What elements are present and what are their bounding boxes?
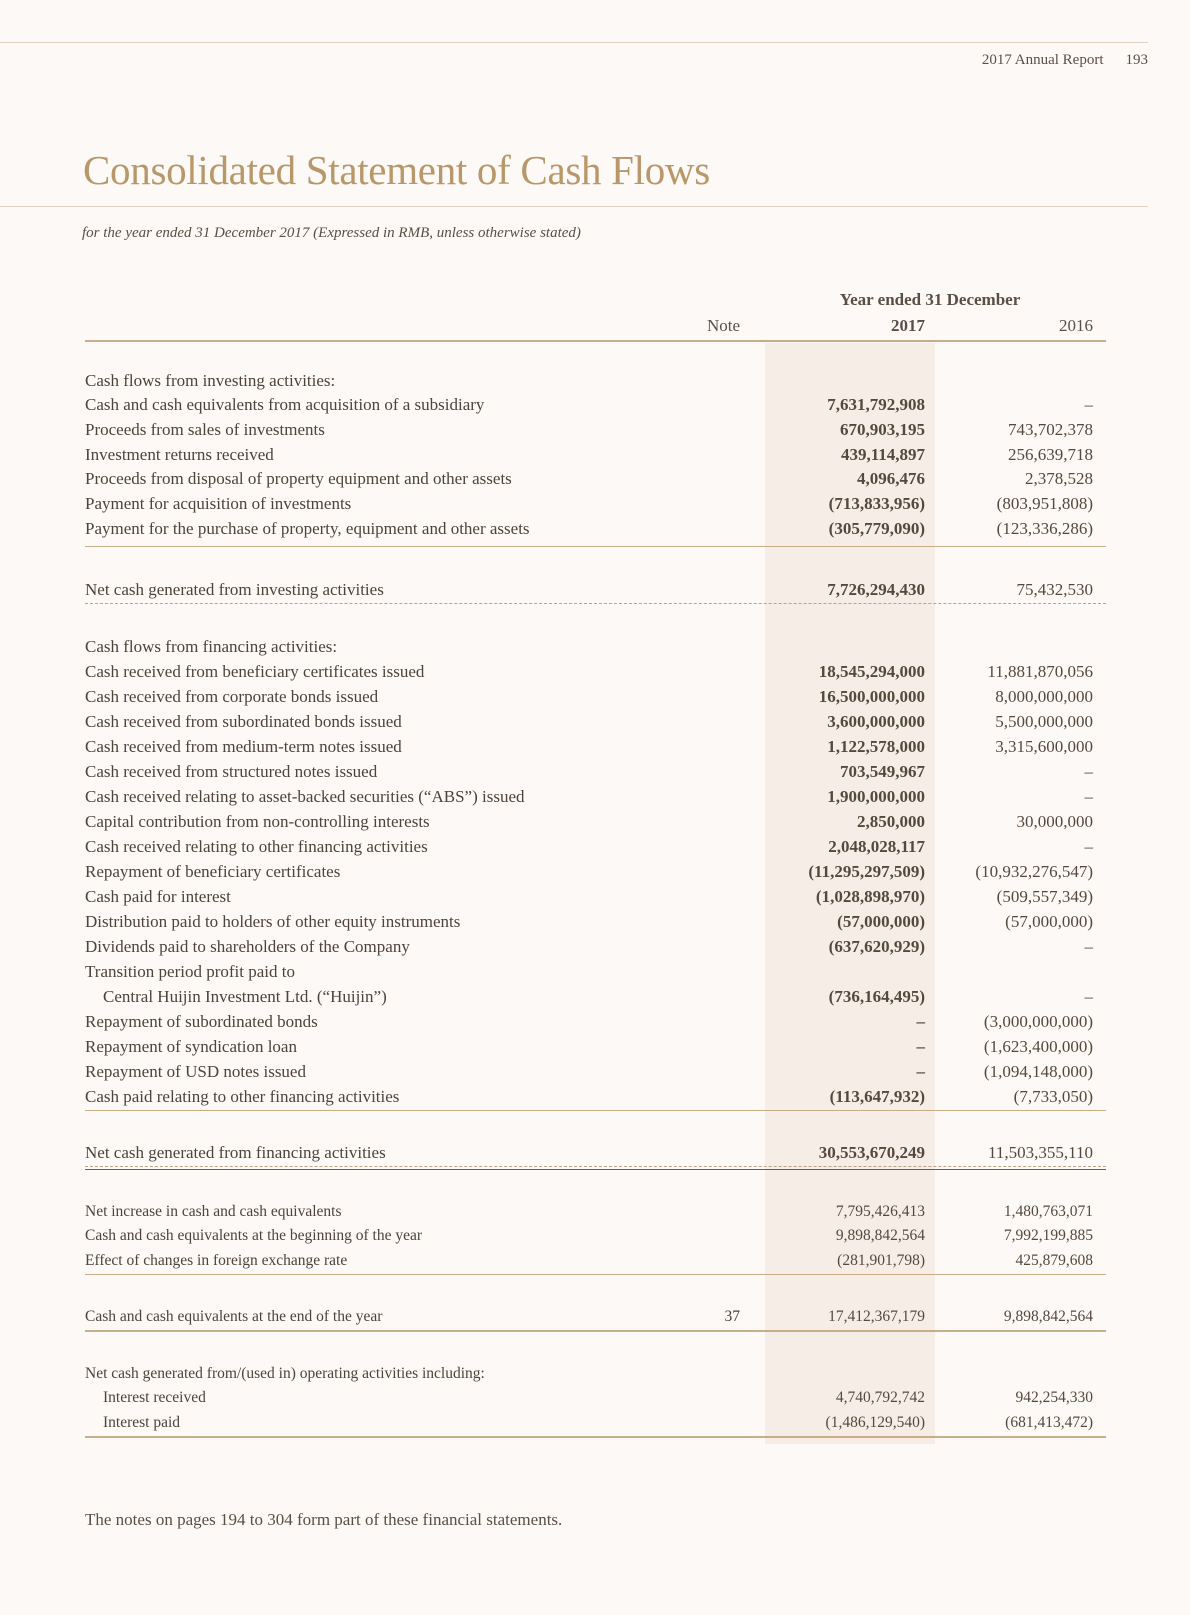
table-row: Cash received from corporate bonds issued 16,500,000,000 8,000,000,000 xyxy=(85,687,1093,706)
footnote: The notes on pages 194 to 304 form part of these financial statements. xyxy=(85,1510,563,1529)
section-heading-operating-memo: Net cash generated from/(used in) operating activities including: xyxy=(85,1365,485,1382)
total-dashed-rule xyxy=(85,1166,1106,1167)
page-subtitle: for the year ended 31 December 2017 (Expressed in RMB, unless otherwise stated) xyxy=(82,225,581,241)
table-row: Repayment of subordinated bonds – (3,000,000,000) xyxy=(85,1012,1093,1031)
total-double-rule xyxy=(85,1330,1106,1332)
total-row-financing: Net cash generated from financing activities 30,553,670,249 11,503,355,110 xyxy=(85,1143,1093,1162)
period-heading: Year ended 31 December xyxy=(839,290,1021,309)
total-row-ending-cash: Cash and cash equivalents at the end of the year 37 17,412,367,179 9,898,842,564 xyxy=(85,1304,1106,1329)
table-row: Investment returns received 439,114,897 256,639,718 xyxy=(85,445,1093,464)
table-row: Cash received from medium-term notes issued 1,122,578,000 3,315,600,000 xyxy=(85,737,1093,756)
table-row: Payment for acquisition of investments (713,833,956) (803,951,808) xyxy=(85,494,1093,513)
table-row: Cash received from structured notes issued 703,549,967 – xyxy=(85,762,1093,781)
table-row: Cash received relating to other financing activities 2,048,028,117 – xyxy=(85,837,1093,856)
header-rule xyxy=(85,340,1106,342)
table-row: Cash received from beneficiary certificates issued 18,545,294,000 11,881,870,056 xyxy=(85,662,1093,681)
section-heading-investing: Cash flows from investing activities: xyxy=(85,371,336,390)
total-dashed-rule xyxy=(85,603,1106,604)
total-solid-rule xyxy=(85,1169,1106,1170)
table-row: Central Huijin Investment Ltd. (“Huijin”) (736,164,495) – xyxy=(103,987,1093,1006)
total-double-rule xyxy=(85,1436,1106,1438)
table-row: Capital contribution from non-controlling interests 2,850,000 30,000,000 xyxy=(85,812,1093,831)
table-row: Cash paid for interest (1,028,898,970) (509,557,349) xyxy=(85,887,1093,906)
table-row: Dividends paid to shareholders of the Company (637,620,929) – xyxy=(85,937,1093,956)
table-row: Cash paid relating to other financing activities (113,647,932) (7,733,050) xyxy=(85,1087,1093,1106)
table-row: Cash received from subordinated bonds issued 3,600,000,000 5,500,000,000 xyxy=(85,712,1093,731)
year-2017-column-header: 2017 xyxy=(891,316,925,335)
note-reference: 37 xyxy=(724,1308,740,1325)
table-row: Effect of changes in foreign exchange rate (281,901,798) 425,879,608 xyxy=(85,1252,1093,1269)
table-row: Cash and cash equivalents from acquisition of a subsidiary 7,631,792,908 – xyxy=(85,395,1093,414)
section-heading-financing: Cash flows from financing activities: xyxy=(85,637,338,656)
top-rule xyxy=(0,42,1148,43)
running-header xyxy=(982,52,1148,69)
table-row: Repayment of syndication loan – (1,623,400,000) xyxy=(85,1037,1093,1056)
table-row: Proceeds from disposal of property equipment and other assets 4,096,476 2,378,528 xyxy=(85,469,1093,488)
subtotal-rule xyxy=(85,1274,1106,1275)
report-name: 2017 Annual Report xyxy=(981,52,1104,68)
note-column-header: Note xyxy=(706,316,740,335)
table-row: Transition period profit paid to xyxy=(85,962,295,981)
table-row: Interest received 4,740,792,742 942,254,330 xyxy=(103,1389,1093,1406)
table-row: Repayment of beneficiary certificates (11,295,297,509) (10,932,276,547) xyxy=(85,862,1093,881)
table-row: Interest paid (1,486,129,540) (681,413,472) xyxy=(103,1414,1093,1431)
table-row: Cash and cash equivalents at the beginning of the year 9,898,842,564 7,992,199,885 xyxy=(85,1227,1093,1244)
table-row: Payment for the purchase of property, equipment and other assets (305,779,090) (123,336,286) xyxy=(85,519,1093,538)
page-number: 193 xyxy=(1125,52,1148,68)
total-row-investing: Net cash generated from investing activities 7,726,294,430 75,432,530 xyxy=(85,580,1093,599)
table-row: Proceeds from sales of investments 670,903,195 743,702,378 xyxy=(85,420,1093,439)
title-rule xyxy=(0,206,1148,207)
table-row: Net increase in cash and cash equivalents 7,795,426,413 1,480,763,071 xyxy=(85,1203,1093,1220)
table-row: Repayment of USD notes issued – (1,094,148,000) xyxy=(85,1062,1093,1081)
subtotal-rule xyxy=(85,1110,1106,1111)
table-row: Cash received relating to asset-backed securities (“ABS”) issued 1,900,000,000 – xyxy=(85,787,1093,806)
page-title: Consolidated Statement of Cash Flows xyxy=(83,147,710,193)
subtotal-rule xyxy=(85,546,1106,547)
year-2016-column-header: 2016 xyxy=(1059,316,1093,335)
table-row: Distribution paid to holders of other equity instruments (57,000,000) (57,000,000) xyxy=(85,912,1093,931)
